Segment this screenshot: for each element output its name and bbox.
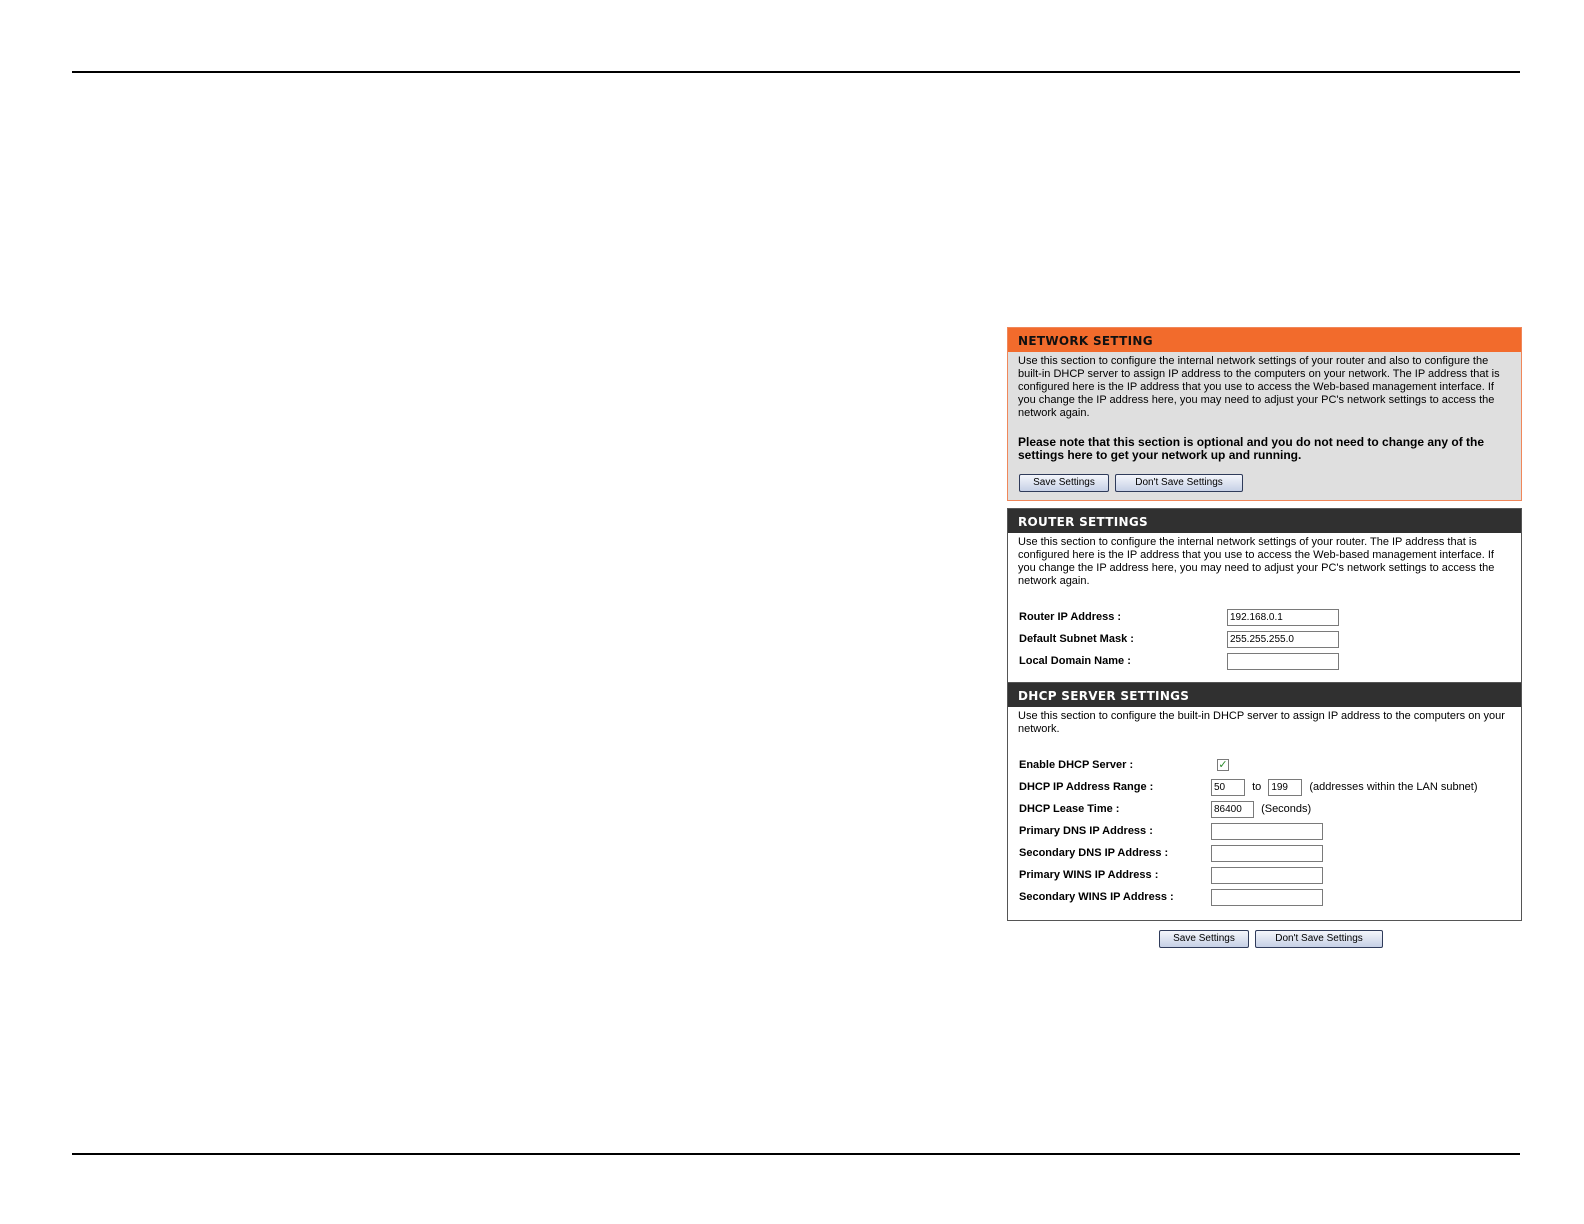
local-domain-row [1019, 650, 1339, 672]
footer-dont-save-settings-button[interactable]: Don't Save Settings [1255, 930, 1383, 948]
enable-dhcp-label: Enable DHCP Server : [1019, 759, 1134, 771]
router-ip-input[interactable]: 192.168.0.1 [1227, 609, 1339, 626]
secondary-dns-label: Secondary DNS IP Address : [1019, 847, 1169, 859]
secondary-wins-label: Secondary WINS IP Address : [1019, 891, 1174, 903]
dhcp-settings-description: Use this section to configure the built-in DHCP server to assign IP address to the computers on your network. [1018, 710, 1505, 735]
lease-time-label: DHCP Lease Time : [1019, 803, 1120, 815]
secondary-wins-input[interactable] [1211, 889, 1323, 906]
footer-save-settings-button[interactable]: Save Settings [1159, 930, 1249, 948]
dhcp-settings-form [1019, 754, 1482, 908]
dhcp-range-end-input[interactable]: 199 [1268, 779, 1302, 796]
lease-time-unit: (Seconds) [1261, 803, 1312, 815]
router-settings-panel [1007, 508, 1522, 685]
network-setting-description: Use this section to configure the internal network settings of your router and also to configure the built-in DHCP server to assign IP address to the computers on your network. The IP address that is configured here is the IP address that you use to access the Web-based management interface. If you change the IP address here, you may need to adjust your PC's network settings to access the network again. [1018, 355, 1500, 419]
subnet-mask-input[interactable]: 255.255.255.0 [1227, 631, 1339, 648]
dhcp-range-hint: (addresses within the LAN subnet) [1309, 781, 1478, 793]
router-settings-title: ROUTER SETTINGS [1008, 509, 1521, 533]
primary-wins-row [1019, 864, 1482, 886]
primary-wins-label: Primary WINS IP Address : [1019, 869, 1159, 881]
local-domain-input[interactable] [1227, 653, 1339, 670]
primary-wins-input[interactable] [1211, 867, 1323, 884]
router-settings-description: Use this section to configure the internal network settings of your router. The IP address that is configured here is the IP address that you use to access the Web-based management interface. If you change the IP address here, you may need to adjust your PC's network settings to access the network again. [1018, 536, 1495, 587]
enable-dhcp-row [1019, 754, 1482, 776]
local-domain-label: Local Domain Name : [1019, 655, 1131, 667]
router-ip-label: Router IP Address : [1019, 611, 1122, 623]
primary-dns-row [1019, 820, 1482, 842]
dhcp-settings-section [1007, 682, 1522, 921]
dhcp-range-label: DHCP IP Address Range : [1019, 781, 1154, 793]
network-setting-section [1007, 327, 1522, 501]
lease-time-row [1019, 798, 1482, 820]
dhcp-range-row [1019, 776, 1482, 798]
router-settings-form [1019, 606, 1339, 672]
primary-dns-input[interactable] [1211, 823, 1323, 840]
dhcp-range-to-text: to [1252, 781, 1262, 793]
router-ip-row [1019, 606, 1339, 628]
subnet-mask-row [1019, 628, 1339, 650]
dont-save-settings-button[interactable]: Don't Save Settings [1115, 474, 1243, 492]
network-setting-title: NETWORK SETTING [1008, 328, 1521, 352]
enable-dhcp-checkbox[interactable]: ✓ [1218, 759, 1228, 772]
secondary-dns-row [1019, 842, 1482, 864]
primary-dns-label: Primary DNS IP Address : [1019, 825, 1153, 837]
network-setting-panel [1007, 327, 1522, 501]
save-settings-button[interactable]: Save Settings [1019, 474, 1109, 492]
dhcp-settings-title: DHCP SERVER SETTINGS [1008, 683, 1521, 707]
lease-time-input[interactable]: 86400 [1211, 801, 1254, 818]
secondary-dns-input[interactable] [1211, 845, 1323, 862]
dhcp-range-start-input[interactable]: 50 [1211, 779, 1245, 796]
bottom-rule [72, 1153, 1520, 1155]
subnet-mask-label: Default Subnet Mask : [1019, 633, 1134, 645]
network-setting-note: Please note that this section is optional and you do not need to change any of the settings here to get your network up and running. [1018, 435, 1485, 462]
dhcp-settings-panel [1007, 682, 1522, 921]
top-rule [72, 71, 1520, 73]
footer-button-row [1159, 930, 1383, 948]
secondary-wins-row [1019, 886, 1482, 908]
network-button-row [1008, 462, 1521, 500]
router-settings-section [1007, 508, 1522, 685]
